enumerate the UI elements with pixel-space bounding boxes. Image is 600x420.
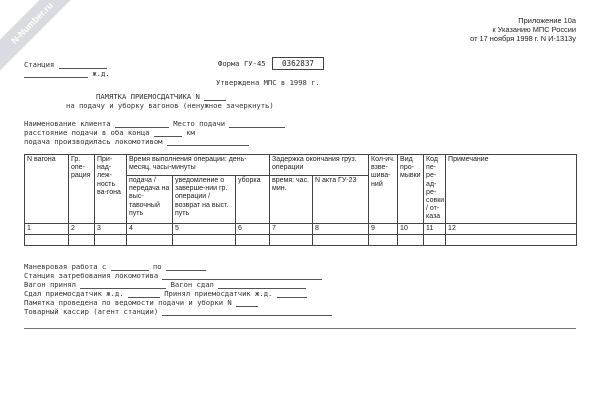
col-number: 5 (173, 223, 236, 234)
loco-field (167, 137, 249, 146)
col-sub-removal: уборка (236, 175, 270, 223)
form-number-box: 0362837 (272, 57, 324, 70)
distance-label: расстояние подачи в оба конца (24, 128, 150, 137)
loco-station-label: Станция затребования локомотива (24, 271, 159, 280)
col-delay-group: Задержка окончания груз. операции (270, 155, 369, 176)
wagon-received-field (80, 280, 166, 289)
table-cell (95, 234, 127, 245)
accepted-by-field (277, 289, 307, 298)
distance-unit: км (186, 128, 195, 137)
col-weighings: Кол-ич. взве-шива-ний (369, 155, 398, 224)
wagon-line (24, 280, 306, 289)
col-number: 6 (236, 223, 270, 234)
form-label: Форма ГУ-45 (218, 59, 266, 68)
appendix-line-1: Приложение 10а (518, 16, 576, 25)
cashier-label: Товарный кассир (агент станции) (24, 307, 159, 316)
table-cell (25, 234, 69, 245)
col-number: 3 (95, 223, 127, 234)
col-number: 7 (270, 223, 313, 234)
distance-field (154, 128, 182, 137)
shunting-to-label: по (152, 262, 162, 271)
loco-label: подача производилась локомотивом (24, 137, 163, 146)
col-number: 4 (127, 223, 173, 234)
col-note: Примечание (446, 155, 577, 224)
table-cell (313, 234, 369, 245)
loco-line (24, 137, 249, 146)
station-field (59, 60, 107, 69)
table-cell (369, 234, 398, 245)
col-wagon: N вагона (25, 155, 69, 224)
col-sub-notice: уведомление о заверше-нии гр. операции / возврат на выст. путь (173, 175, 236, 223)
wagon-delivered-label: Вагон сдал (170, 280, 214, 289)
handed-by-label: Сдал приемосдатчик ж.д. (24, 289, 124, 298)
col-belong: При-над-леж-ность ва-гона (95, 155, 127, 224)
memo-line (24, 298, 258, 307)
col-cargo: Гр. опе-рация (69, 155, 95, 224)
form-approved: Утверждена МПС в 1998 г. (216, 78, 320, 87)
col-time-group: Время выполнения операции: день-месяц, часы-минуты (127, 155, 270, 176)
appendix-block (470, 16, 576, 43)
station-label: Станция (24, 60, 55, 69)
accepted-by-label: Принял приемосдатчик ж.д. (164, 289, 273, 298)
wagon-delivered-field (218, 280, 306, 289)
rail-line (24, 69, 110, 78)
col-sub-act: N акта ГУ-23 (313, 175, 369, 223)
title-main: ПАМЯТКА ПРИЕМОСДАТЧИКА N (96, 92, 200, 101)
distance-line (24, 128, 195, 137)
shunting-label: Маневровая работа с (24, 262, 107, 271)
shunting-to-field (166, 262, 206, 271)
column-number-row (25, 223, 577, 234)
watermark-text: N-Number.ru (9, 0, 55, 46)
header-row-1 (25, 155, 577, 176)
title-line-2: на подачу и уборку вагонов (ненужное зачеркнуть) (66, 101, 274, 110)
loco-station-line (24, 271, 322, 280)
table-cell (270, 234, 313, 245)
cashier-field (162, 307, 332, 316)
title-number-field (204, 92, 226, 101)
table-row (25, 234, 577, 245)
table-cell (173, 234, 236, 245)
loco-station-field (162, 271, 322, 280)
col-number: 12 (446, 223, 577, 234)
table-cell (236, 234, 270, 245)
appendix-line-3: от 17 ноября 1998 г. N И-1313у (470, 34, 576, 43)
col-sub-supply: подача / передача на выс-тавочный путь (127, 175, 173, 223)
handover-line (24, 289, 307, 298)
rail-suffix: ж.д. (92, 69, 110, 78)
shunting-line (24, 262, 206, 271)
handed-by-field (128, 289, 160, 298)
table-cell (446, 234, 577, 245)
client-line (24, 119, 285, 128)
bottom-divider (24, 328, 576, 329)
table-cell (398, 234, 424, 245)
col-code: Код пе-ре-ад-ре-совки / от-каза (424, 155, 446, 224)
shunting-from-field (111, 262, 149, 271)
memo-label: Памятка проведена по ведомости подачи и уборки N (24, 298, 232, 307)
col-number: 11 (424, 223, 446, 234)
col-number: 2 (69, 223, 95, 234)
operations-table (24, 154, 577, 246)
client-field (115, 119, 169, 128)
client-label: Наименование клиента (24, 119, 111, 128)
col-number: 10 (398, 223, 424, 234)
col-number: 1 (25, 223, 69, 234)
table-cell (424, 234, 446, 245)
col-doors: Вид про-мывки (398, 155, 424, 224)
cashier-line (24, 307, 332, 316)
col-number: 9 (369, 223, 398, 234)
col-number: 8 (313, 223, 369, 234)
place-label: Место подачи (173, 119, 226, 128)
table-cell (69, 234, 95, 245)
place-field (229, 119, 285, 128)
station-line (24, 60, 107, 69)
col-sub-time: время: час. мин. (270, 175, 313, 223)
rail-field (24, 69, 88, 78)
table-cell (127, 234, 173, 245)
title-line-1 (96, 92, 226, 101)
appendix-line-2: к Указанию МПС России (492, 25, 576, 34)
wagon-received-label: Вагон принял (24, 280, 76, 289)
memo-field (236, 298, 258, 307)
